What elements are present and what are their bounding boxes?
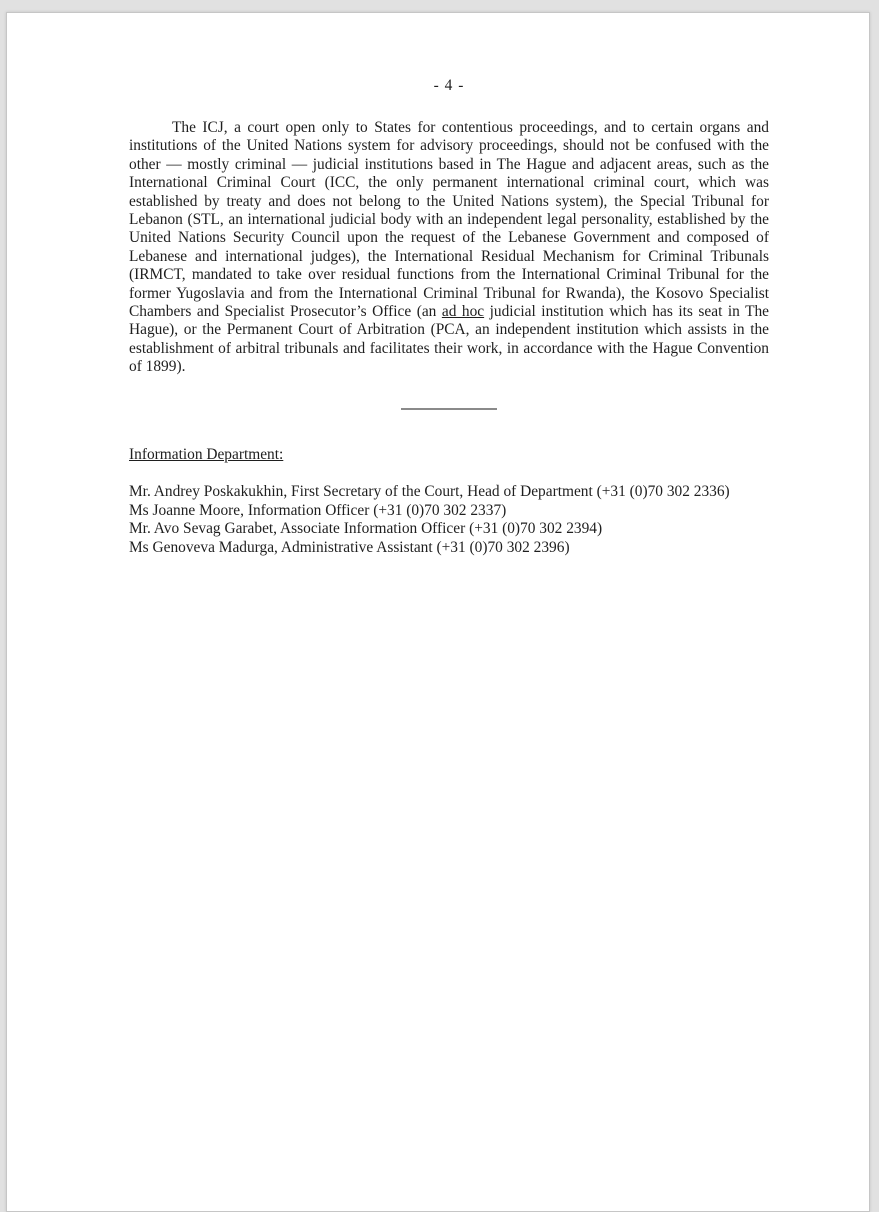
document-page: [6, 12, 870, 1212]
contact-list: [129, 483, 769, 557]
ad-hoc-underlined-phrase: ad hoc: [441, 303, 485, 321]
page-number: - 4 -: [433, 77, 465, 94]
page-content: [129, 13, 769, 557]
paragraph-text-continued: judicial institution which has its seat in The Hague), or the Permanent Court of Arbitration (PCA, an independent institution which assists in the establishment of arbitral tribunals and facilitates their work, in accordance with the Hague Convention of 1899).: [129, 303, 769, 376]
contact-line-information-officer: Ms Joanne Moore, Information Officer (+31 (0)70 302 2337): [129, 501, 507, 519]
info-department-heading: Information Department:: [129, 445, 284, 463]
paragraph-text: The ICJ, a court open only to States for contentious proceedings, and to certain organs and institutions of the United Nations system for advisory proceedings, should not be confused with the other — mostly criminal — judicial institutions based in The Hague and adjacent areas, such as the International Criminal Court (ICC, the only permanent international criminal court, which was established by treaty and does not belong to the United Nations system), the Special Tribunal for Lebanon (STL, an international judicial body with an independent legal personality, established by the United Nations Security Council upon the request of the Lebanese Government and composed of Lebanese and international judges), the International Residual Mechanism for Criminal Tribunals (IRMCT, mandated to take over residual functions from the International Criminal Tribunal for the former Yugoslavia and from the International Criminal Tribunal for Rwanda), the Kosovo Specialist Chambers and Specialist Prosecutor’s Office (an: [129, 119, 769, 321]
body-paragraph: [129, 119, 769, 377]
separator-line: [401, 408, 497, 410]
contact-line-head-of-department: Mr. Andrey Poskakukhin, First Secretary of the Court, Head of Department (+31 (0)70 302 2336): [129, 483, 730, 501]
contact-line-administrative-assistant: Ms Genoveva Madurga, Administrative Assistant (+31 (0)70 302 2396): [129, 538, 570, 556]
contact-line-associate-information-officer: Mr. Avo Sevag Garabet, Associate Information Officer (+31 (0)70 302 2394): [129, 520, 603, 538]
